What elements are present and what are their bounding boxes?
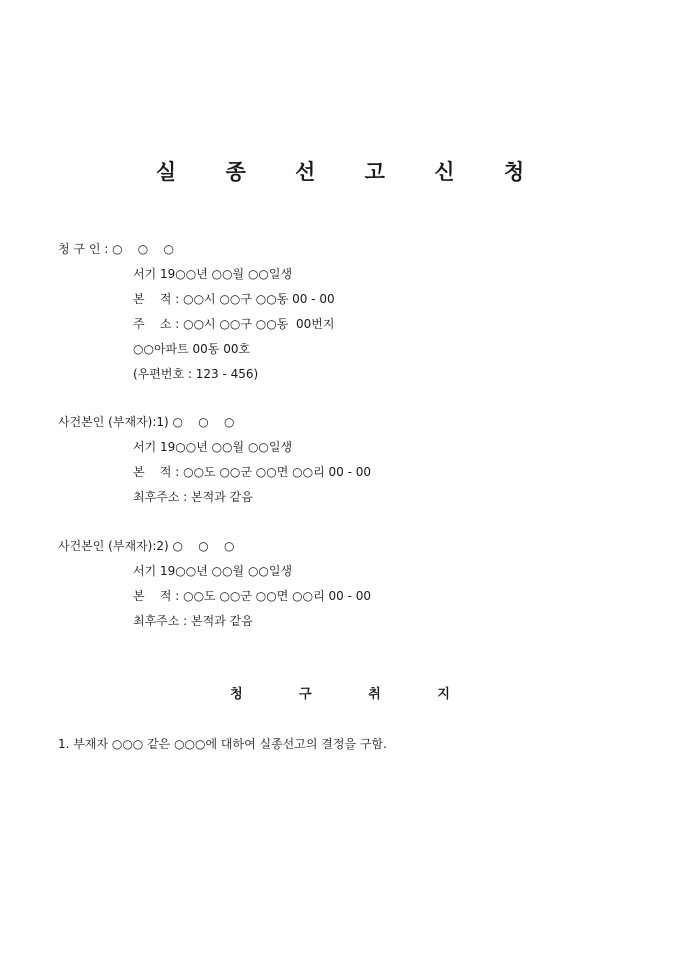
- claimant-postal-code: (우편번호 : 123 - 456): [133, 367, 259, 381]
- person2-birth: 서기 19○○년 ○○월 ○○일생: [133, 564, 293, 578]
- claimant-label: 청 구 인 : ○ ○ ○: [58, 242, 175, 256]
- person2-domicile: 본 적 : ○○도 ○○군 ○○면 ○○리 00 - 00: [133, 589, 372, 603]
- person1-domicile: 본 적 : ○○도 ○○군 ○○면 ○○리 00 - 00: [133, 465, 372, 479]
- person1-last-address: 최후주소 : 본적과 같음: [133, 490, 253, 504]
- person2-last-address: 최후주소 : 본적과 같음: [133, 614, 253, 628]
- claimant-domicile: 본 적 : ○○시 ○○구 ○○동 00 - 00: [133, 292, 335, 306]
- purpose-heading: 청 구 취 지: [230, 687, 476, 702]
- purpose-text: 1. 부재자 ○○○ 같은 ○○○에 대하여 실종선고의 결정을 구함.: [58, 737, 387, 751]
- claimant-apartment: ○○아파트 00동 00호: [133, 342, 251, 356]
- person1-label: 사건본인 (부재자):1) ○ ○ ○: [58, 415, 235, 429]
- claimant-birth: 서기 19○○년 ○○월 ○○일생: [133, 267, 293, 281]
- person1-birth: 서기 19○○년 ○○월 ○○일생: [133, 440, 293, 454]
- document-title: 실 종 선 고 신 청: [155, 159, 546, 184]
- person2-label: 사건본인 (부재자):2) ○ ○ ○: [58, 539, 235, 553]
- claimant-address: 주 소 : ○○시 ○○구 ○○동 00번지: [133, 317, 335, 331]
